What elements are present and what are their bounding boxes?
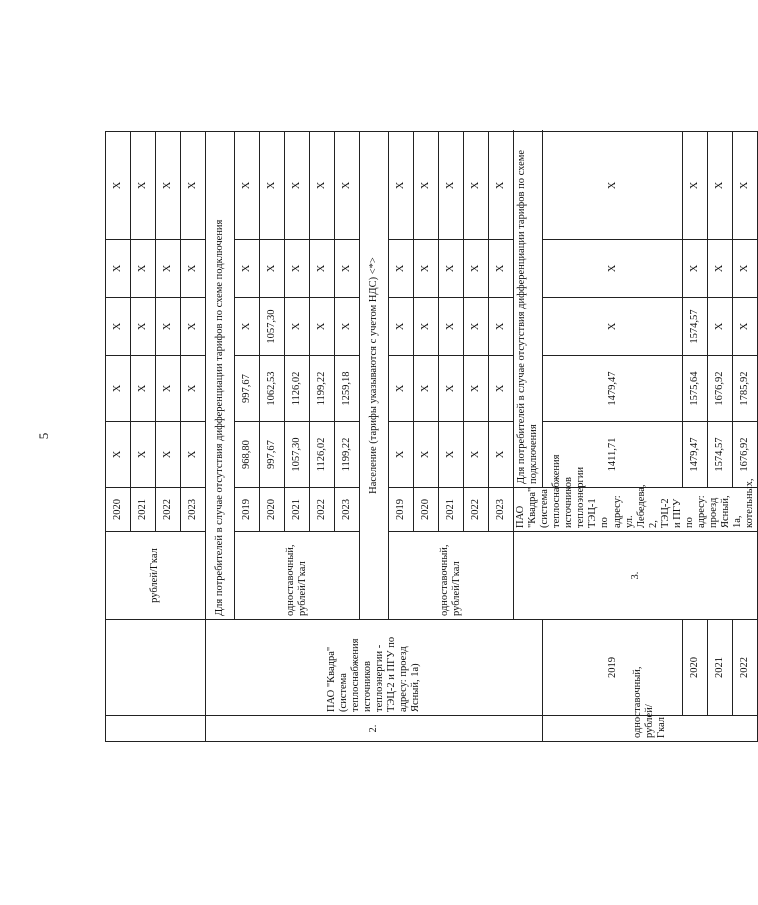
value-cell: X <box>181 298 206 356</box>
value-cell: X <box>543 240 683 298</box>
year-cell: 2019 <box>389 488 414 532</box>
org-cell-empty <box>106 620 206 716</box>
value-cell: X <box>235 132 260 240</box>
section-title: Население (тарифы указываются с учетом НДС) <*> <box>360 132 389 620</box>
value-cell: 1057,30 <box>285 422 310 488</box>
value-cell: X <box>389 422 414 488</box>
year-cell: 2023 <box>181 488 206 532</box>
value-cell: X <box>235 298 260 356</box>
value-cell: 1057,30 <box>260 298 285 356</box>
year-cell: 2021 <box>131 488 156 532</box>
value-cell: X <box>285 298 310 356</box>
value-cell: 1785,92 <box>733 356 758 422</box>
value-cell: X <box>106 356 131 422</box>
value-cell: 1574,57 <box>708 422 733 488</box>
value-cell: X <box>156 298 181 356</box>
tariff-table <box>105 131 758 742</box>
value-cell: X <box>260 240 285 298</box>
value-cell: X <box>389 132 414 240</box>
value-cell: X <box>733 298 758 356</box>
value-cell: 1259,18 <box>335 356 360 422</box>
section-title: Для потребителей в случае отсутствия дифференциации тарифов по схеме подключения <box>514 132 543 488</box>
value-cell: X <box>156 422 181 488</box>
value-cell: X <box>708 132 733 240</box>
value-cell: 1676,92 <box>708 356 733 422</box>
value-cell: X <box>285 132 310 240</box>
value-cell: X <box>310 240 335 298</box>
value-cell: X <box>310 132 335 240</box>
value-cell: 1199,22 <box>335 422 360 488</box>
value-cell: X <box>181 356 206 422</box>
table-row <box>733 132 758 742</box>
year-cell: 2020 <box>106 488 131 532</box>
value-cell: 1574,57 <box>683 298 708 356</box>
value-cell: X <box>464 422 489 488</box>
value-cell: X <box>106 298 131 356</box>
value-cell: X <box>389 298 414 356</box>
year-cell: 2020 <box>260 488 285 532</box>
table-row <box>543 132 683 742</box>
value-cell: X <box>683 132 708 240</box>
value-cell: X <box>389 240 414 298</box>
value-cell: 1479,47 <box>683 422 708 488</box>
value-cell: X <box>489 298 514 356</box>
value-cell: X <box>414 240 439 298</box>
value-cell: X <box>733 132 758 240</box>
value-cell: X <box>489 240 514 298</box>
value-cell: X <box>131 132 156 240</box>
unit-cell: одноставочный, рублей/Гкал <box>389 532 514 620</box>
value-cell: X <box>439 240 464 298</box>
unit-cell: рублей/Гкал <box>106 532 206 620</box>
value-cell: 968,80 <box>235 422 260 488</box>
tariff-table-rotated <box>105 132 756 742</box>
value-cell: X <box>439 356 464 422</box>
value-cell: X <box>439 132 464 240</box>
year-cell: 2022 <box>733 620 758 716</box>
value-cell: X <box>439 298 464 356</box>
value-cell: X <box>131 356 156 422</box>
year-cell: 2021 <box>708 620 733 716</box>
value-cell: X <box>131 422 156 488</box>
value-cell: X <box>489 132 514 240</box>
value-cell: X <box>131 298 156 356</box>
value-cell: X <box>181 132 206 240</box>
year-cell: 2021 <box>285 488 310 532</box>
value-cell: X <box>708 240 733 298</box>
year-cell: 2022 <box>310 488 335 532</box>
table-row <box>106 132 131 742</box>
value-cell: X <box>414 422 439 488</box>
year-cell: 2023 <box>489 488 514 532</box>
unit-cell: одноставочный, рублей/Гкал <box>235 532 360 620</box>
year-cell: 2023 <box>335 488 360 532</box>
value-cell: X <box>389 356 414 422</box>
value-cell: X <box>335 132 360 240</box>
value-cell: X <box>464 132 489 240</box>
organization-name: ПАО "Квадра" (система теплоснабжения источников теплоэнергии - ТЭЦ-2 и ПГУ по адресу: проезд Ясный, 1а) <box>206 620 543 716</box>
year-cell: 2021 <box>439 488 464 532</box>
unit-cell: одноставочный, рублей/Гкал <box>543 716 758 742</box>
table-row <box>683 132 708 742</box>
value-cell: 997,67 <box>235 356 260 422</box>
value-cell: X <box>543 298 683 356</box>
value-cell: X <box>414 132 439 240</box>
table-row <box>708 132 733 742</box>
value-cell: X <box>181 422 206 488</box>
value-cell: 1126,02 <box>285 356 310 422</box>
value-cell: X <box>543 132 683 240</box>
value-cell: 1199,22 <box>310 356 335 422</box>
value-cell: X <box>235 240 260 298</box>
year-cell: 2020 <box>414 488 439 532</box>
value-cell: X <box>156 356 181 422</box>
value-cell: X <box>683 240 708 298</box>
value-cell: X <box>310 298 335 356</box>
row-number: 3. <box>514 532 758 620</box>
value-cell: X <box>335 298 360 356</box>
value-cell: X <box>156 240 181 298</box>
value-cell: X <box>335 240 360 298</box>
value-cell: 1575,64 <box>683 356 708 422</box>
section-title: Для потребителей в случае отсутствия дифференциации тарифов по схеме подключения <box>206 132 235 620</box>
value-cell: X <box>464 240 489 298</box>
value-cell: X <box>156 132 181 240</box>
value-cell: 1479,47 <box>543 356 683 422</box>
value-cell: X <box>106 132 131 240</box>
year-cell: 2022 <box>464 488 489 532</box>
value-cell: X <box>181 240 206 298</box>
value-cell: 1126,02 <box>310 422 335 488</box>
table-row <box>206 132 235 742</box>
value-cell: 1062,53 <box>260 356 285 422</box>
year-cell: 2022 <box>156 488 181 532</box>
value-cell: 997,67 <box>260 422 285 488</box>
value-cell: X <box>414 298 439 356</box>
row-number: 2. <box>206 716 543 742</box>
value-cell: 1676,92 <box>733 422 758 488</box>
value-cell: X <box>285 240 310 298</box>
value-cell: X <box>260 132 285 240</box>
value-cell: X <box>106 422 131 488</box>
value-cell: X <box>106 240 131 298</box>
page-number: 5 <box>36 432 51 440</box>
year-cell: 2019 <box>543 620 683 716</box>
value-cell: X <box>414 356 439 422</box>
value-cell: X <box>733 240 758 298</box>
organization-name: ПАО "Квадра" (система теплоснабжения источников теплоэнергии ТЭЦ-1 по адресу: ул. Лебедева, 2, ТЭЦ-2 и ПГУ по адресу: проезд Ясный, 1а, котельных, <box>514 488 758 532</box>
value-cell: X <box>708 298 733 356</box>
number-cell-empty <box>106 716 206 742</box>
year-cell: 2019 <box>235 488 260 532</box>
value-cell: X <box>131 240 156 298</box>
value-cell: X <box>439 422 464 488</box>
value-cell: X <box>464 298 489 356</box>
value-cell: X <box>464 356 489 422</box>
value-cell: 1411,71 <box>543 422 683 488</box>
year-cell: 2020 <box>683 620 708 716</box>
value-cell: X <box>489 422 514 488</box>
value-cell: X <box>489 356 514 422</box>
